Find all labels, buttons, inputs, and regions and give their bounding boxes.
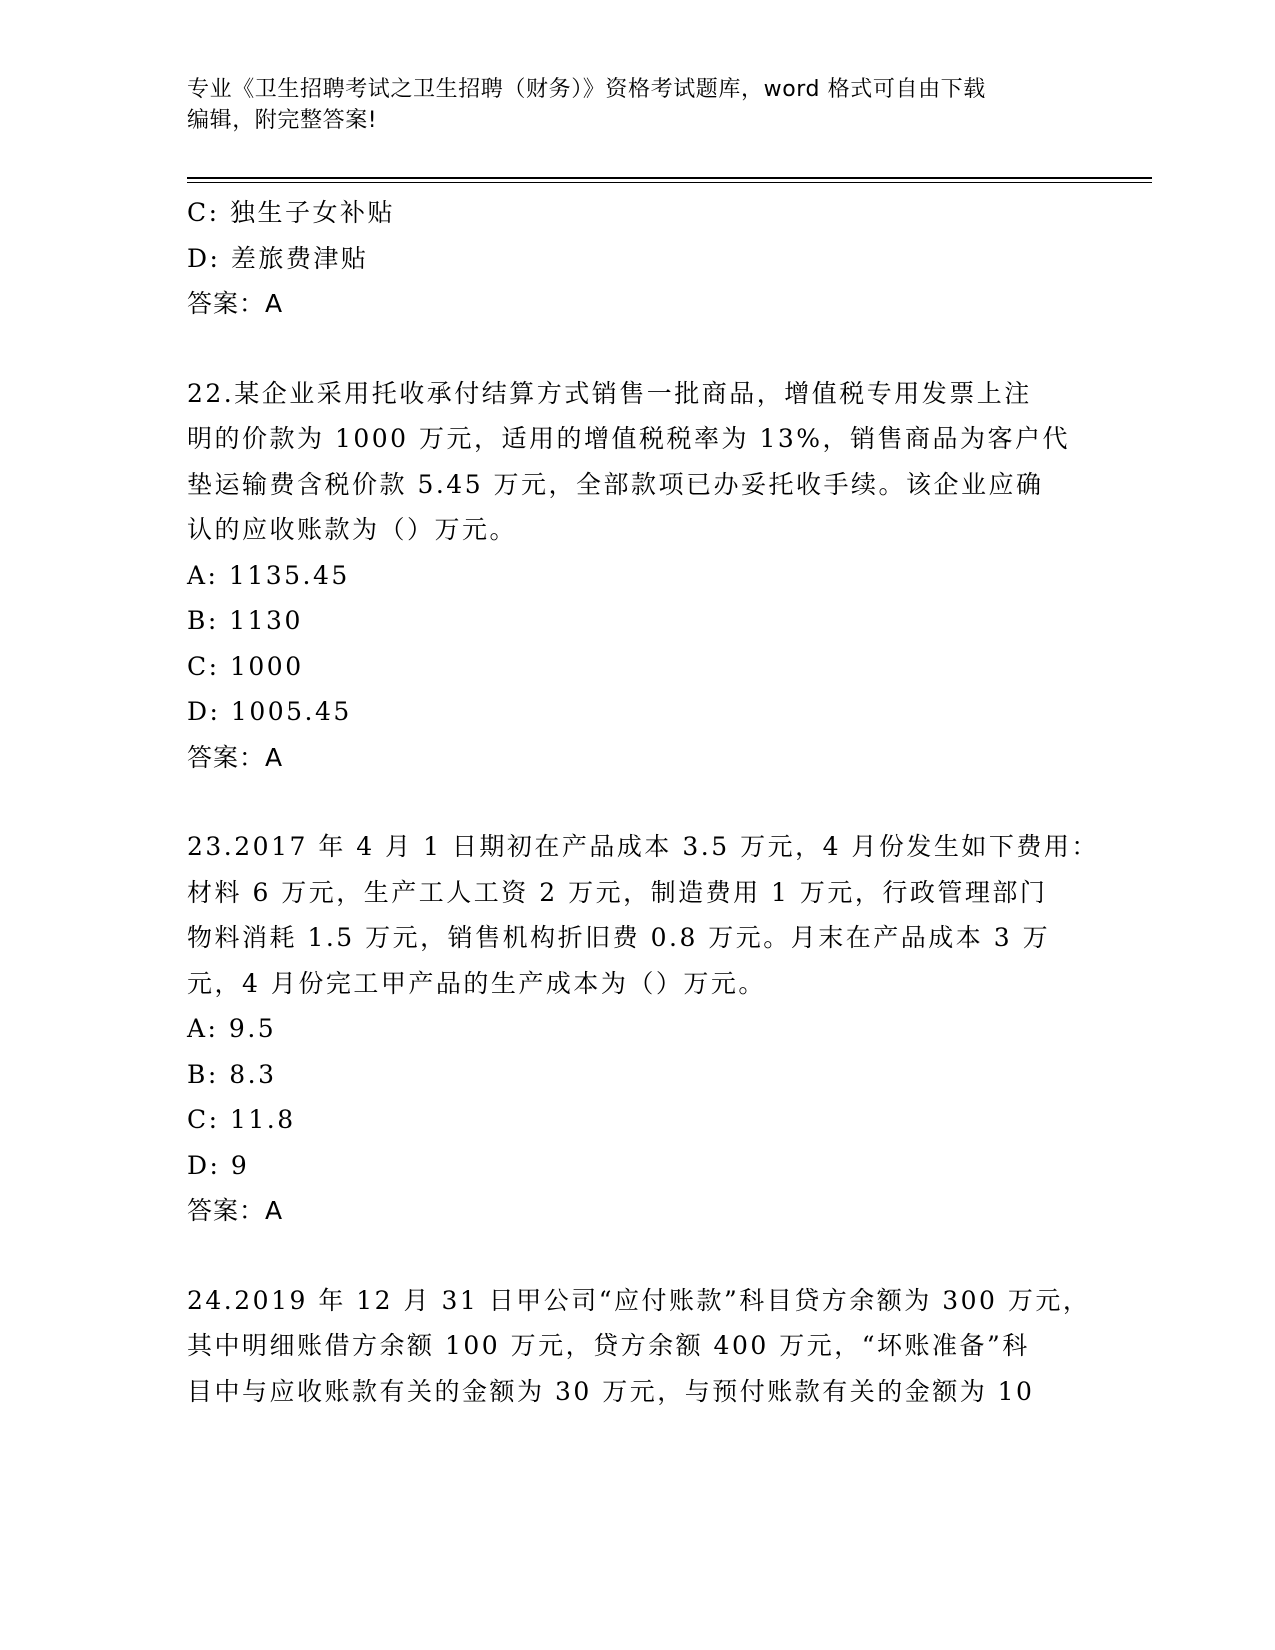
answer-line: 答案：A <box>187 289 284 318</box>
header-divider-thick <box>187 177 1152 179</box>
question-text-line: 23.2017 年 4 月 1 日期初在产品成本 3.5 万元，4 月份发生如下费用： <box>187 832 1099 861</box>
question-text-line: 物料消耗 1.5 万元，销售机构折旧费 0.8 万元。月末在产品成本 3 万 <box>187 923 1051 952</box>
question-text-line: 目中与应收账款有关的金额为 30 万元，与预付账款有关的金额为 10 <box>187 1376 1035 1406</box>
option-c: C: 11.8 <box>187 1105 296 1134</box>
question-text-line: 其中明细账借方余额 100 万元，贷方余额 400 万元，“坏账准备”科 <box>187 1331 1030 1360</box>
question-content <box>187 190 1099 1414</box>
question-text-line: 认的应收账款为（）万元。 <box>187 515 518 544</box>
question-23 <box>187 824 1099 1234</box>
question-text-line: 元，4 月份完工甲产品的生产成本为（）万元。 <box>187 968 766 998</box>
document-header <box>187 74 1067 136</box>
header-line-1: 专业《卫生招聘考试之卫生招聘（财务）》资格考试题库，word 格式可自由下载 <box>187 77 986 102</box>
answer-line: 答案：A <box>187 742 284 772</box>
answer-line: 答案：A <box>187 1196 284 1225</box>
question-text-line: 垫运输费含税价款 5.45 万元，全部款项已办妥托收手续。该企业应确 <box>187 469 1044 499</box>
option-a: A: 1135.45 <box>187 560 350 590</box>
question-24 <box>187 1278 1091 1415</box>
option-d: D: 差旅费津贴 <box>187 243 369 273</box>
option-b: B: 8.3 <box>187 1059 277 1089</box>
option-d: D: 1005.45 <box>187 697 352 726</box>
option-c: C: 1000 <box>187 651 304 681</box>
prev-question-block <box>187 190 1087 327</box>
header-line-2: 编辑，附完整答案! <box>187 108 378 133</box>
option-d: D: 9 <box>187 1150 250 1180</box>
question-text-line: 材料 6 万元，生产工人工资 2 万元，制造费用 1 万元，行政管理部门 <box>187 877 1048 907</box>
question-text-line: 24.2019 年 12 月 31 日甲公司“应付账款”科目贷方余额为 300 万元， <box>187 1285 1091 1315</box>
option-c: C: 独生子女补贴 <box>187 198 395 227</box>
option-a: A: 9.5 <box>187 1014 277 1043</box>
header-divider-thin <box>187 182 1152 183</box>
question-text-line: 22.某企业采用托收承付结算方式销售一批商品，增值税专用发票上注 <box>187 378 1032 408</box>
question-22 <box>187 371 1087 781</box>
option-b: B: 1130 <box>187 606 303 635</box>
question-text-line: 明的价款为 1000 万元，适用的增值税税率为 13%，销售商品为客户代 <box>187 424 1071 453</box>
